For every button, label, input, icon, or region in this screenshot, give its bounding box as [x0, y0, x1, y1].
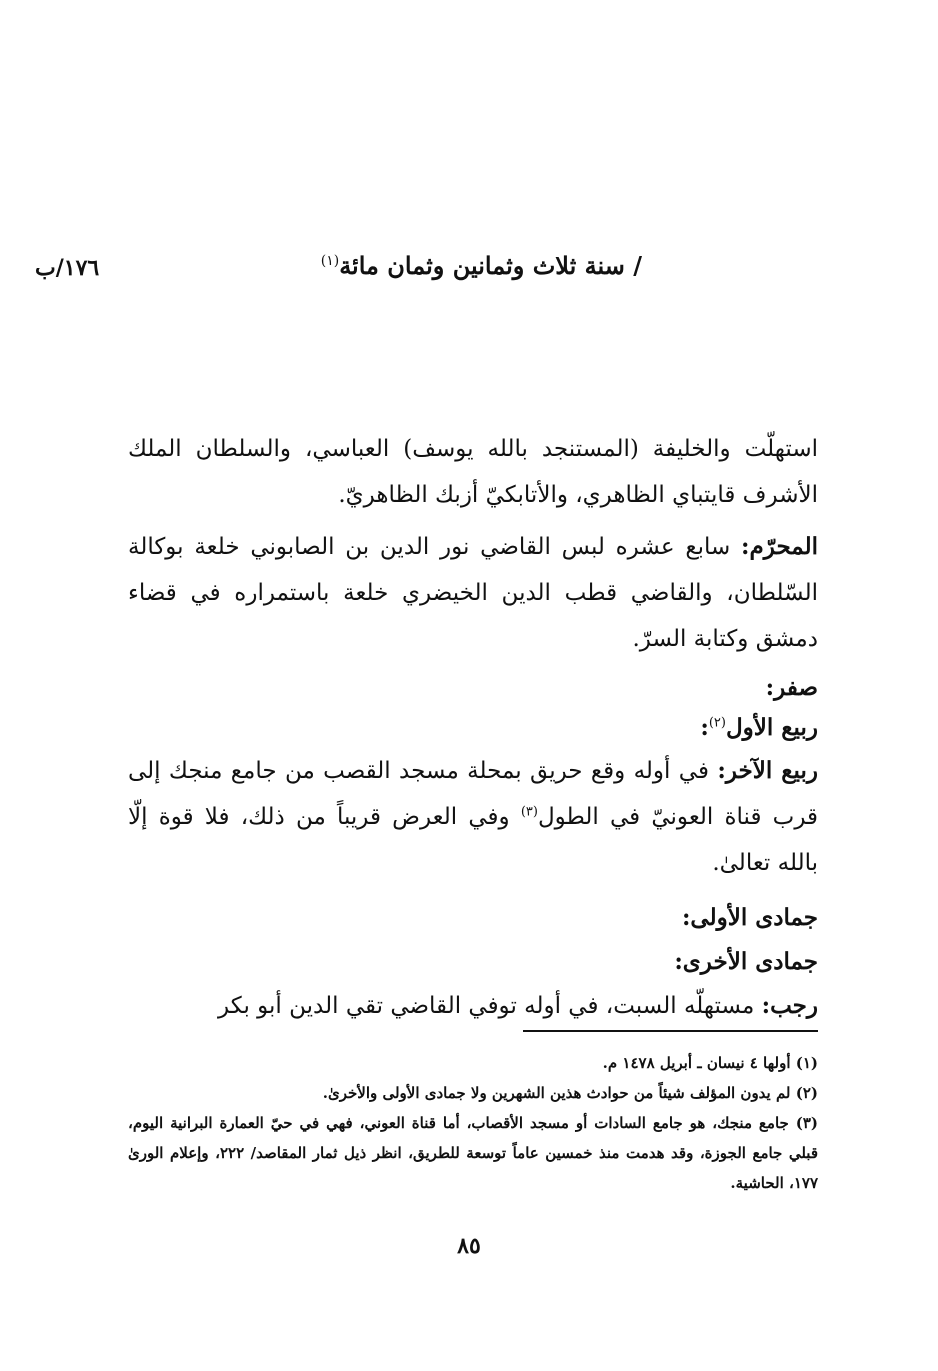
year-heading [321, 251, 642, 280]
entry-text-continued: وفي العرض قريباً من ذلك، فلا قوة إلّا بالله تعالىٰ. [128, 804, 818, 876]
month-label-colon: : [700, 714, 709, 741]
muharram-entry [128, 524, 818, 662]
footnote-marker: (٢) [708, 715, 726, 731]
rabi-awwal-entry [128, 708, 818, 748]
safar-entry [128, 668, 818, 708]
month-label: ربيع الأول [725, 714, 818, 741]
entry-text: في أوله وقع حريق بمحلة مسجد القصب من جامع منجك إلى قرب قناة العونيّ في الطول [128, 758, 819, 830]
footnote-marker: (٣) [520, 804, 538, 820]
month-label: جمادى الأولى: [681, 904, 818, 931]
main-text [128, 426, 818, 1026]
month-label: جمادى الأخرى: [674, 948, 818, 975]
page-header [20, 245, 920, 295]
footnote-2: (٢) لم يدون المؤلف شيئاً من حوادث هذين الشهرين ولا جمادى الأولى والأخرىٰ. [322, 1084, 818, 1102]
month-label: صفر: [765, 674, 818, 701]
entry-text: سابع عشره لبس القاضي نور الدين بن الصابوني خلعة بوكالة السّلطان، والقاضي قطب الدين الخيضري خلعة باستمراره في قضاء دمشق وكتابة السرّ. [128, 534, 818, 652]
page-number: ٨٥ [457, 1233, 481, 1259]
footnote-1: (١) أولها ٤ نيسان ـ أبريل ١٤٧٨ م. [602, 1054, 818, 1072]
rabi-akhir-entry [128, 748, 818, 886]
year-heading-text: / سنة ثلاث وثمانين وثمان مائة [339, 251, 642, 280]
footnote-marker: (١) [320, 253, 340, 269]
footnote-3: (٣) جامع منجك، هو جامع السادات أو مسجد الأقصاب، أما قناة العوني، فهي في حيّ العمارة البرانية اليوم، قبلي جامع الجوزة، وقد هدمت منذ خمسين عاماً توسعة للطريق، انظر ذيل ثمار المقاصد/ ٢٢٢، وإعلام الورىٰ ١٧٧، الحاشية. [128, 1114, 818, 1192]
footnotes [128, 1048, 818, 1198]
jumada-ula-entry [128, 898, 818, 938]
entry-text: مستهلّه السبت، في أوله توفي القاضي تقي الدين أبو بكر [218, 993, 755, 1019]
rajab-entry [128, 986, 818, 1026]
opening-paragraph [128, 426, 818, 518]
footnote-separator [523, 1030, 818, 1032]
month-label: المحرّم: [741, 533, 818, 560]
paragraph-text: استهلّت والخليفة (المستنجد بالله يوسف) العباسي، والسلطان الملك الأشرف قايتباي الظاهري، والأتابكيّ أزبك الظاهريّ. [128, 436, 818, 508]
month-label: رجب: [761, 992, 818, 1019]
jumada-ukhra-entry [128, 942, 818, 982]
month-label: ربيع الآخر: [717, 757, 819, 784]
folio-number: ١٧٦/ب [35, 255, 100, 281]
